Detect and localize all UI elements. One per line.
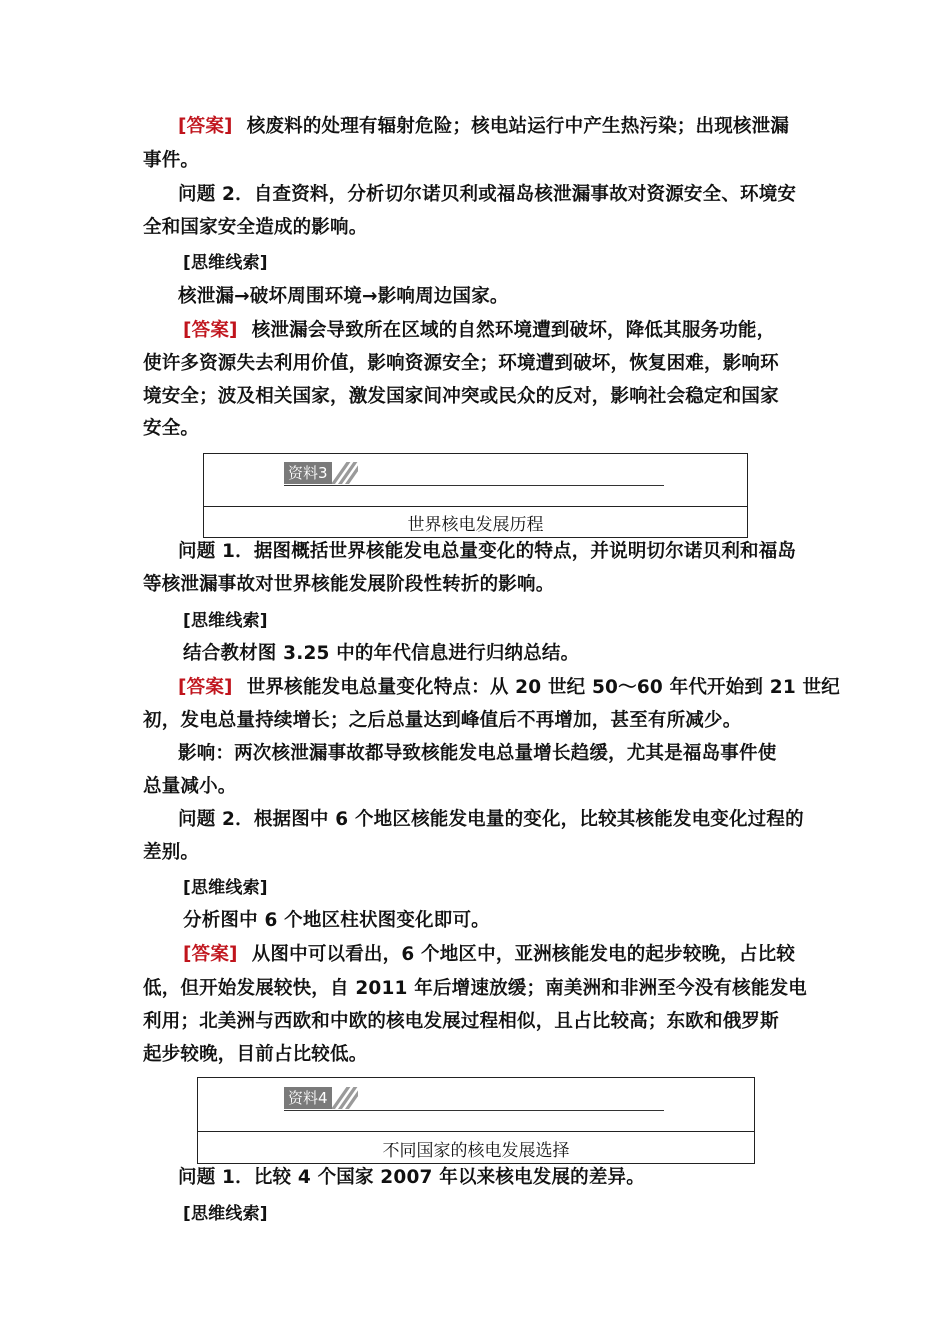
text-line: 初，发电总量持续增长；之后总量达到峰值后不再增加，甚至有所减少。 <box>143 710 742 731</box>
text: 从图中可以看出，6 个地区中，亚洲核能发电的起步较晚，占比较 <box>251 944 796 965</box>
thinking-line: 结合教材图 3.25 中的年代信息进行归纳总结。 <box>183 643 580 664</box>
material-4-title: 不同国家的核电发展选择 <box>382 1141 570 1161</box>
thinking-line: 核泄漏→破坏周围环境→影响周边国家。 <box>178 286 509 307</box>
text-line: 安全。 <box>143 418 200 439</box>
material-4-header <box>198 1078 754 1132</box>
question-line: 问题 1．据图概括世界核能发电总量变化的特点，并说明切尔诺贝利和福岛 <box>178 541 797 562</box>
material-4-badge-label: 资料4 <box>284 1087 332 1109</box>
text-line: 低，但开始发展较快，自 2011 年后增速放缓；南美洲和非洲至今没有核能发电 <box>143 978 807 999</box>
answer-tag: [答案] <box>178 116 233 137</box>
material-3-badge-label: 资料3 <box>284 462 332 484</box>
text-line: 差别。 <box>143 842 200 863</box>
text-line: 境安全；波及相关国家，激发国家间冲突或民众的反对，影响社会稳定和国家 <box>143 386 779 407</box>
answer-tag: [答案] <box>178 677 233 698</box>
text-line: 等核泄漏事故对世界核能发展阶段性转折的影响。 <box>143 574 555 595</box>
question-line: 问题 2．根据图中 6 个地区核能发电量的变化，比较其核能发电变化过程的 <box>178 809 804 830</box>
text-line: 总量减小。 <box>143 776 237 797</box>
material-4-box <box>197 1077 755 1164</box>
material-3-box <box>203 453 748 538</box>
material-3-title: 世界核电发展历程 <box>407 515 544 535</box>
question-line: 问题 2．自查资料，分析切尔诺贝利或福岛核泄漏事故对资源安全、环境安 <box>178 184 797 205</box>
answer-tag: [答案] <box>183 944 238 965</box>
text-line: 事件。 <box>143 150 200 171</box>
thinking-tag: [思维线索] <box>183 253 268 273</box>
material-3-header <box>204 454 747 507</box>
text-line: 利用；北美洲与西欧和中欧的核电发展过程相似，且占比较高；东欧和俄罗斯 <box>143 1011 779 1032</box>
answer-tag: [答案] <box>183 320 238 341</box>
badge-rule <box>284 485 664 486</box>
thinking-tag: [思维线索] <box>183 611 268 631</box>
answer-line <box>178 673 840 703</box>
text: 核废料的处理有辐射危险；核电站运行中产生热污染；出现核泄漏 <box>246 116 790 137</box>
text: 核泄漏会导致所在区域的自然环境遭到破坏，降低其服务功能， <box>251 320 776 341</box>
text-line: 全和国家安全造成的影响。 <box>143 217 368 238</box>
material-3-badge <box>284 462 358 484</box>
thinking-tag: [思维线索] <box>183 878 268 898</box>
answer-line <box>178 112 808 142</box>
thinking-tag: [思维线索] <box>183 1204 268 1224</box>
text: 世界核能发电总量变化特点：从 20 世纪 50～60 年代开始到 21 世纪 <box>246 677 840 698</box>
answer-line <box>183 940 813 970</box>
answer-line <box>183 316 813 346</box>
stripes-icon <box>332 1087 358 1109</box>
badge-rule <box>284 1110 664 1111</box>
material-4-badge <box>284 1087 358 1109</box>
thinking-line: 分析图中 6 个地区柱状图变化即可。 <box>183 910 490 931</box>
text-line: 使许多资源失去利用价值，影响资源安全；环境遭到破坏，恢复困难，影响环 <box>143 353 779 374</box>
stripes-icon <box>332 462 358 484</box>
question-line: 问题 1．比较 4 个国家 2007 年以来核电发展的差异。 <box>178 1167 645 1188</box>
text-line: 起步较晚，目前占比较低。 <box>143 1044 368 1065</box>
text-line: 影响：两次核泄漏事故都导致核能发电总量增长趋缓，尤其是福岛事件使 <box>178 743 777 764</box>
